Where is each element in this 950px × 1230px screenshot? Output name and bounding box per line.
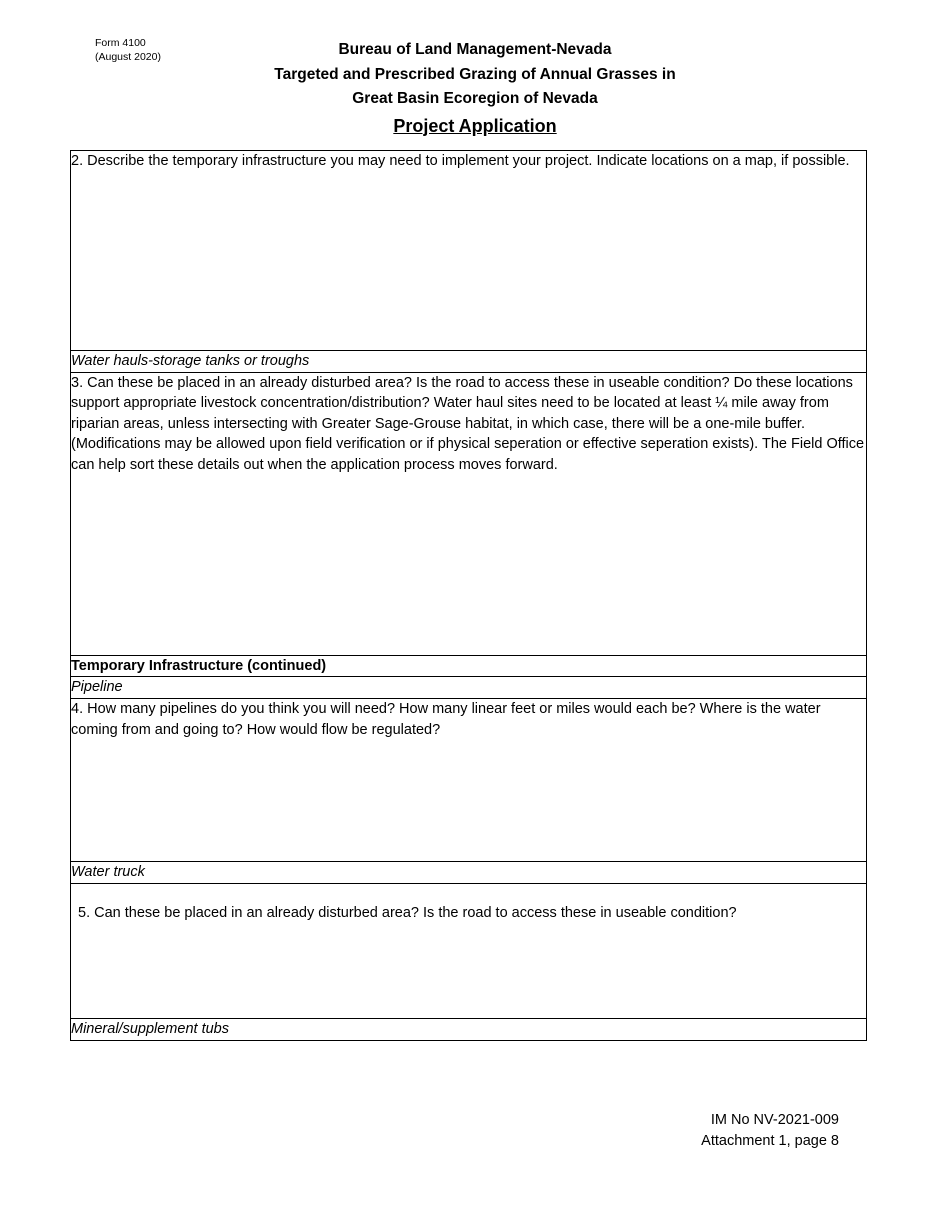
mineral-tubs-label: Mineral/supplement tubs [71, 1019, 867, 1041]
question-3-field[interactable] [71, 372, 867, 655]
section-heading-temporary-infrastructure: Temporary Infrastructure (continued) [71, 655, 867, 677]
water-truck-label: Water truck [71, 862, 867, 884]
application-form-table [70, 150, 867, 1041]
page-title: Project Application [393, 115, 557, 136]
question-5-text: 5. Can these be placed in an already disturbed area? Is the road to access these in useable condition? [78, 905, 737, 921]
question-2-field[interactable] [71, 151, 867, 351]
question-4-text: 4. How many pipelines do you think you will need? How many linear feet or miles would each be? Where is the water coming from and going to? How would flow be regulated? [71, 701, 821, 738]
page-footer [701, 1110, 839, 1152]
form-number: Form 4100 [95, 37, 146, 49]
question-4-field[interactable] [71, 699, 867, 862]
water-hauls-label: Water hauls-storage tanks or troughs [71, 351, 867, 373]
program-title: Targeted and Prescribed Grazing of Annual Grasses in [274, 65, 676, 83]
pipeline-label: Pipeline [71, 677, 867, 699]
question-5-field[interactable] [71, 884, 867, 1019]
question-3-text: 3. Can these be placed in an already disturbed area? Is the road to access these in useable condition? Do these locations support appropriate livestock concentration/distribution? Water haul sites need to be located at least ¼ mile away from riparian areas, unless intersecting with Greater Sage-Grouse habitat, in which case, there will be a one-mile buffer. (Modifications may be allowed upon field verification or if physical seperation or effective seperation exists). The Field Office can help sort these details out when the application process moves forward. [71, 374, 865, 473]
question-2-text: 2. Describe the temporary infrastructure you may need to implement your project. Indicate locations on a map, if possible. [71, 153, 850, 169]
attachment-page: Attachment 1, page 8 [701, 1133, 839, 1149]
document-header [0, 38, 950, 140]
agency-name: Bureau of Land Management-Nevada [338, 41, 612, 58]
im-number: IM No NV-2021-009 [710, 1112, 839, 1128]
region-title: Great Basin Ecoregion of Nevada [352, 90, 598, 107]
form-date: (August 2020) [95, 51, 161, 63]
